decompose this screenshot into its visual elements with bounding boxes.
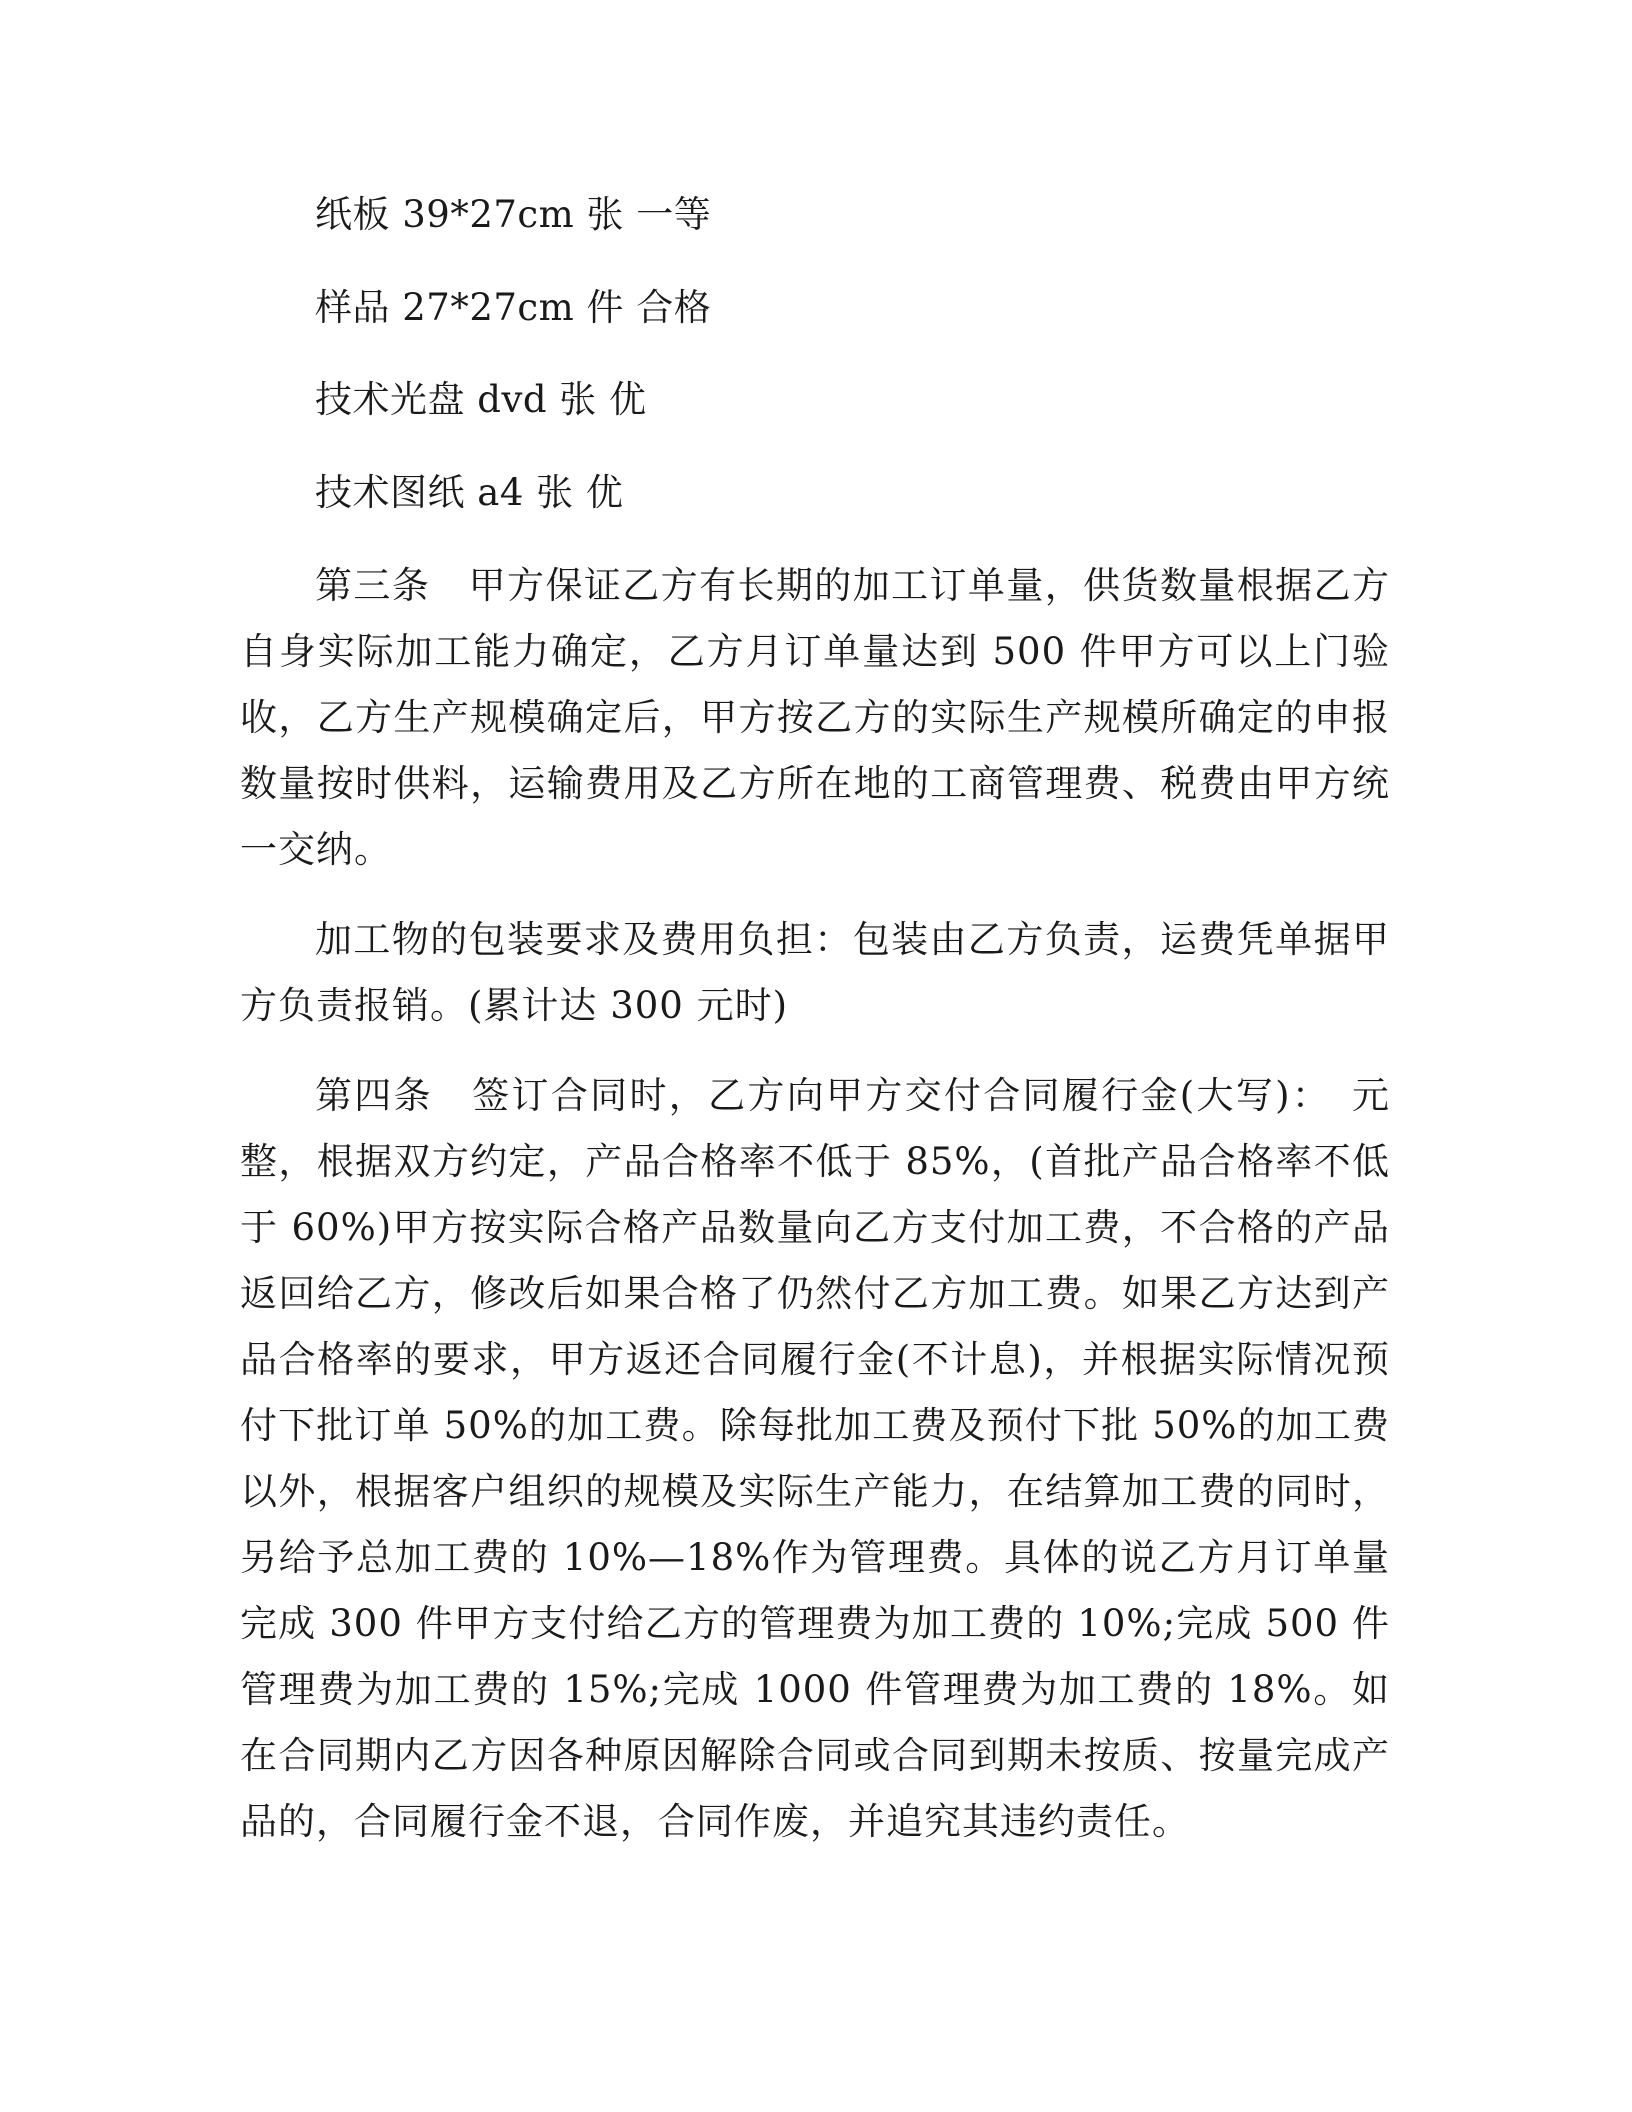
item-line-sample: 样品 27*27cm 件 合格 — [315, 286, 712, 329]
article-3-paragraph: 第三条 甲方保证乙方有长期的加工订单量，供货数量根据乙方自身实际加工能力确定，乙方月订单量达到 500 件甲方可以上门验收，乙方生产规模确定后，甲方按乙方的实际生产规模所确定的申报数量按时供料，运输费用及乙方所在地的工商管理费、税费由甲方统一交纳。 — [240, 564, 1390, 871]
item-line-dvd: 技术光盘 dvd 张 优 — [315, 378, 647, 421]
document-page — [240, 0, 1390, 2112]
packaging-paragraph: 加工物的包装要求及费用负担：包装由乙方负责，运费凭单据甲方负责报销。(累计达 300 元时) — [240, 918, 1390, 1027]
item-line-drawings: 技术图纸 a4 张 优 — [315, 471, 624, 514]
item-line-cardboard: 纸板 39*27cm 张 一等 — [315, 193, 712, 236]
article-4-paragraph: 第四条 签订合同时，乙方向甲方交付合同履行金(大写)： 元整，根据双方约定，产品合格率不低于 85%，(首批产品合格率不低于 60%)甲方按实际合格产品数量向乙方支付加工费，不合格的产品返回给乙方，修改后如果合格了仍然付乙方加工费。如果乙方达到产品合格率的要求，甲方返还合同履行金(不计息)，并根据实际情况预付下批订单 50%的加工费。除每批加工费及预付下批 50%的加工费以外，根据客户组织的规模及实际生产能力，在结算加工费的同时，另给予总加工费的 10%—18%作为管理费。具体的说乙方月订单量完成 300 件甲方支付给乙方的管理费为加工费的 10%;完成 500 件管理费为加工费的 15%;完成 1000 件管理费为加工费的 18%。如在合同期内乙方因各种原因解除合同或合同到期未按质、按量完成产品的，合同履行金不退，合同作废，并追究其违约责任。 — [240, 1074, 1390, 1843]
